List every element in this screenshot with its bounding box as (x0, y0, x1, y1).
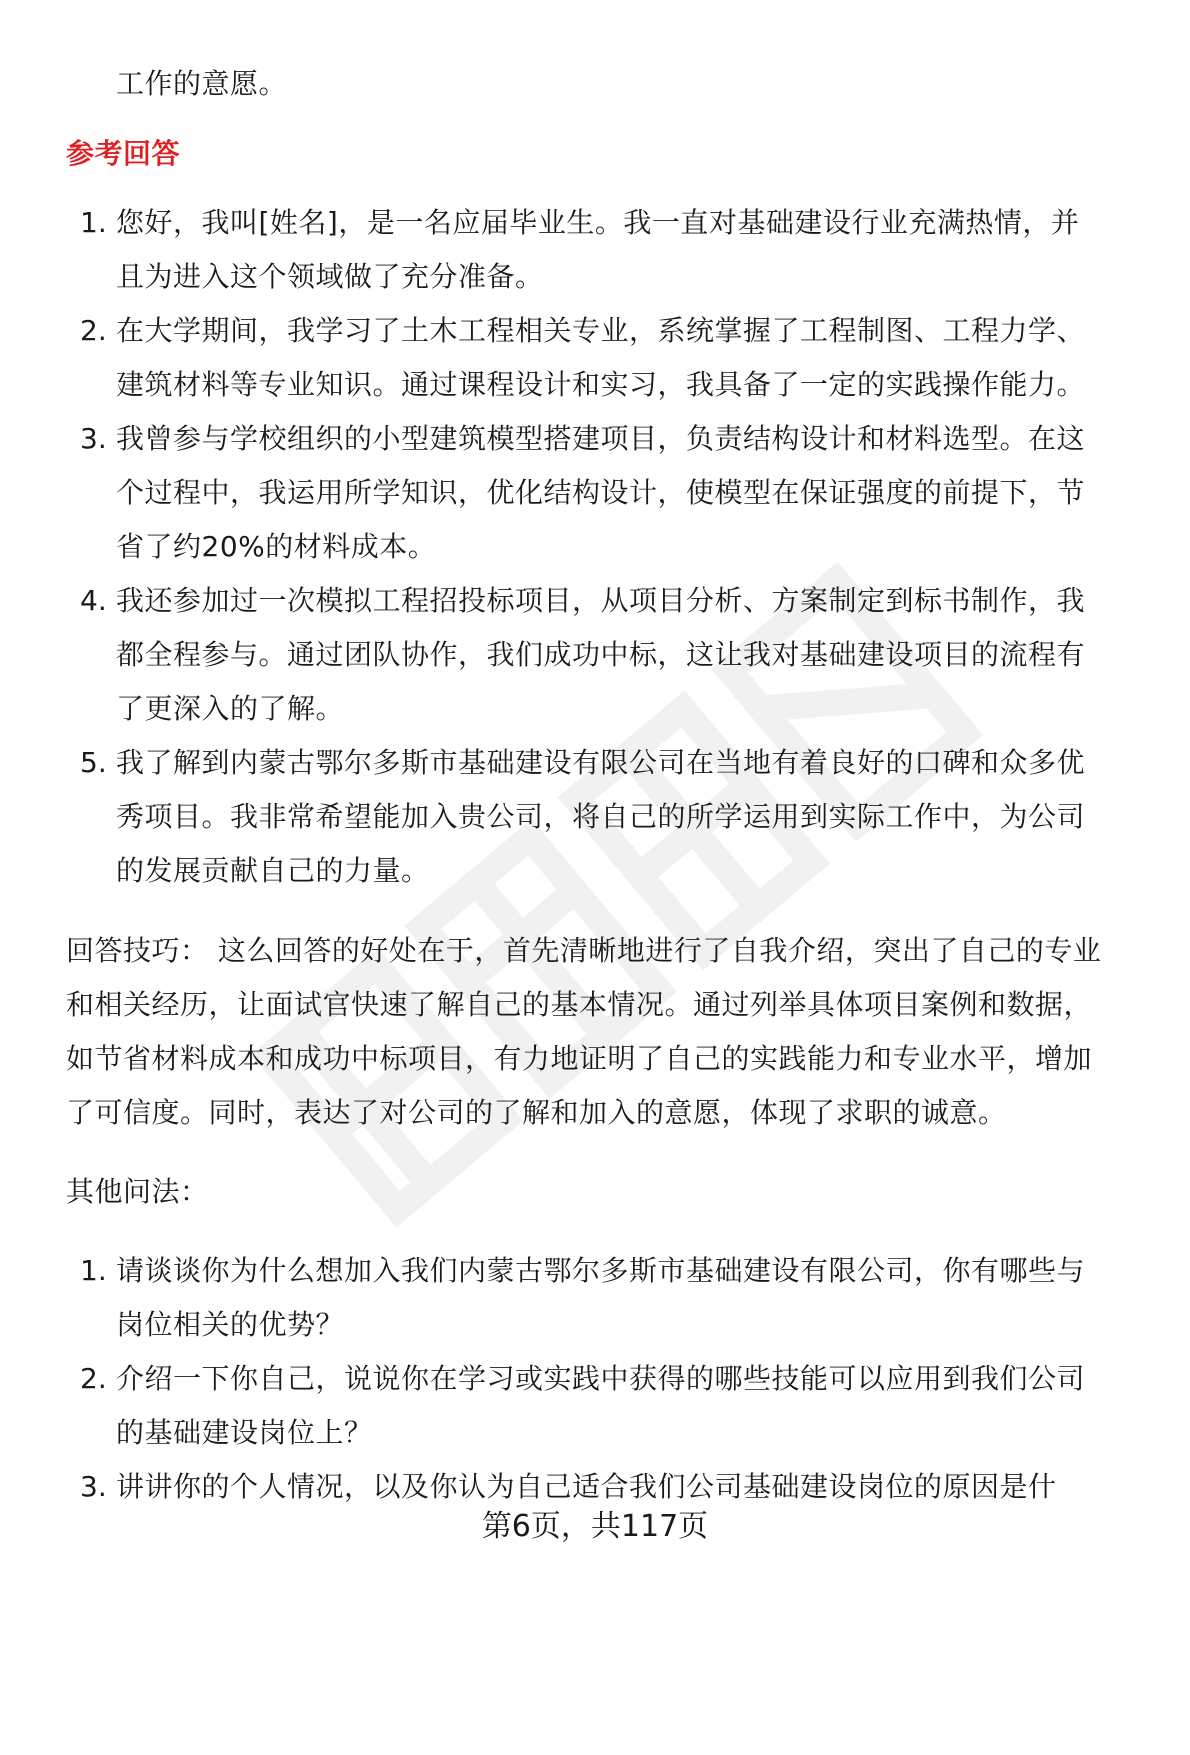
other-questions-heading: 其他问法： (66, 1175, 209, 1208)
answer-line: 我了解到内蒙古鄂尔多斯市基础建设有限公司在当地有着良好的口碑和众多优 (116, 746, 1086, 779)
question-line: 介绍一下你自己，说说你在学习或实践中获得的哪些技能可以应用到我们公司 (116, 1362, 1086, 1395)
answer-line: 您好，我叫[姓名]，是一名应届毕业生。我一直对基础建设行业充满热情，并 (116, 206, 1080, 239)
question-number: 3. (80, 1470, 107, 1503)
question-line: 请谈谈你为什么想加入我们内蒙古鄂尔多斯市基础建设有限公司，你有哪些与 (116, 1254, 1086, 1287)
answer-line: 省了约20%的材料成本。 (116, 530, 437, 563)
answer-line: 的发展贡献自己的力量。 (116, 854, 430, 887)
answer-line: 都全程参与。通过团队协作，我们成功中标，这让我对基础建设项目的流程有 (116, 638, 1086, 671)
answer-number: 5. (80, 746, 107, 779)
answer-line: 我还参加过一次模拟工程招投标项目，从项目分析、方案制定到标书制作，我 (116, 584, 1086, 617)
answer-number: 2. (80, 314, 107, 347)
tips-line: 回答技巧： 这么回答的好处在于，首先清晰地进行了自我介绍，突出了自己的专业 (66, 934, 1102, 967)
answer-number: 3. (80, 422, 107, 455)
answer-line: 在大学期间，我学习了土木工程相关专业，系统掌握了工程制图、工程力学、 (116, 314, 1086, 347)
answer-line: 了更深入的了解。 (116, 692, 345, 725)
question-line: 的基础建设岗位上？ (116, 1416, 373, 1449)
reference-answer-heading: 参考回答 (66, 137, 181, 170)
question-line: 岗位相关的优势？ (116, 1308, 345, 1341)
answer-line: 且为进入这个领域做了充分准备。 (116, 260, 544, 293)
answer-number: 1. (80, 206, 107, 239)
tips-line: 了可信度。同时，表达了对公司的了解和加入的意愿，体现了求职的诚意。 (66, 1096, 1007, 1129)
answer-line: 建筑材料等专业知识。通过课程设计和实习，我具备了一定的实践操作能力。 (116, 368, 1086, 401)
tips-line: 和相关经历，让面试官快速了解自己的基本情况。通过列举具体项目案例和数据， (66, 988, 1093, 1021)
answer-line: 个过程中，我运用所学知识，优化结构设计，使模型在保证强度的前提下，节 (116, 476, 1086, 509)
answer-line: 我曾参与学校组织的小型建筑模型搭建项目，负责结构设计和材料选型。在这 (116, 422, 1086, 455)
question-number: 1. (80, 1254, 107, 1287)
answer-line: 秀项目。我非常希望能加入贵公司，将自己的所学运用到实际工作中，为公司 (116, 800, 1086, 833)
question-number: 2. (80, 1362, 107, 1395)
question-line: 讲讲你的个人情况，以及你认为自己适合我们公司基础建设岗位的原因是什 (116, 1470, 1057, 1503)
tips-line: 如节省材料成本和成功中标项目，有力地证明了自己的实践能力和专业水平，增加 (66, 1042, 1093, 1075)
top-fragment: 工作的意愿。 (116, 67, 288, 100)
page-footer: 第6页，共117页 (481, 1509, 709, 1544)
answer-number: 4. (80, 584, 107, 617)
